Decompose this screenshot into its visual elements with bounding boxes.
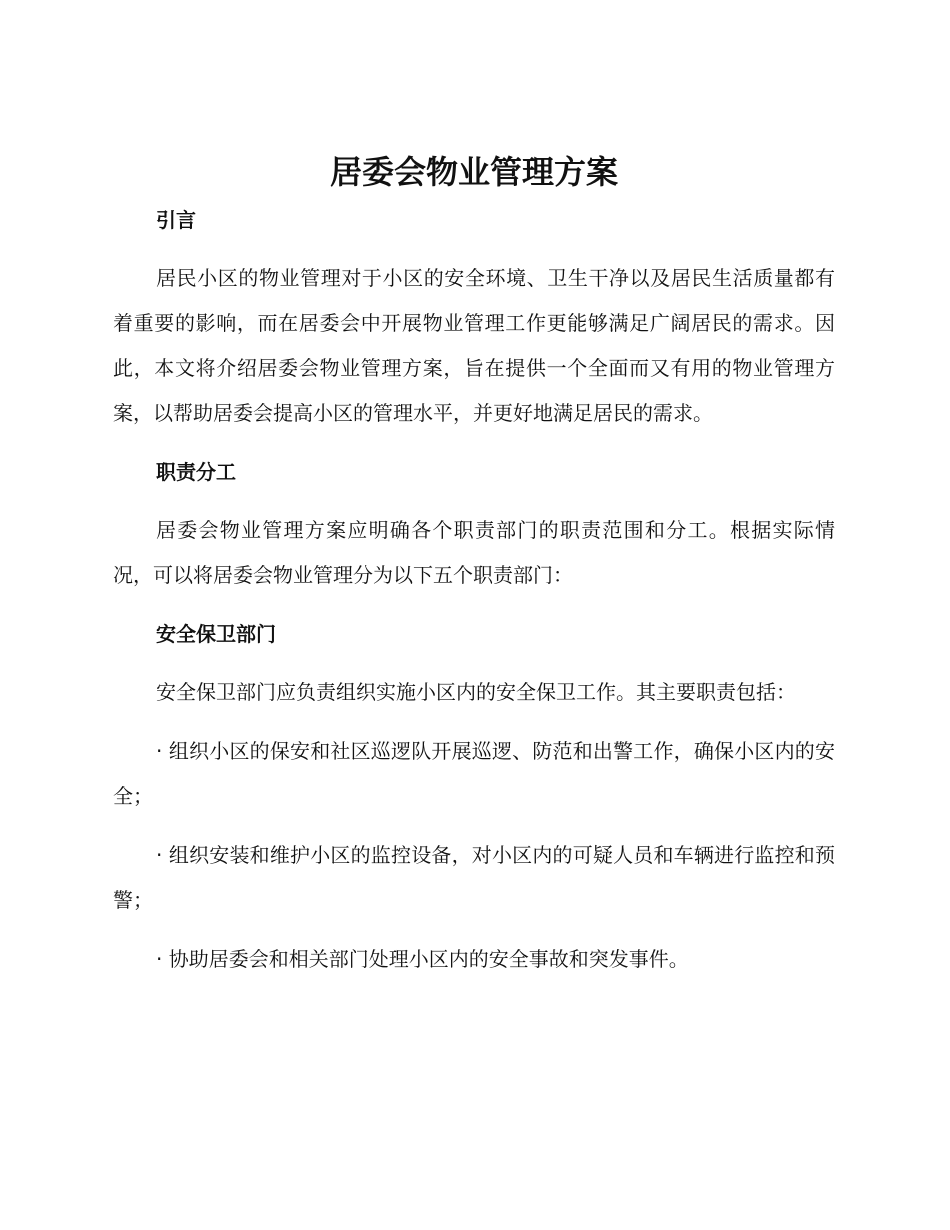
section-introduction <box>113 198 835 436</box>
bullet-item: · 组织安装和维护小区的监控设备，对小区内的可疑人员和车辆进行监控和预警； <box>113 843 835 912</box>
bullet-item: · 组织小区的保安和社区巡逻队开展巡逻、防范和出警工作，确保小区内的安全； <box>113 739 835 808</box>
body-paragraph: 居民小区的物业管理对于小区的安全环境、卫生干净以及居民生活质量都有着重要的影响，而在居委会中开展物业管理工作更能够满足广阔居民的需求。因此，本文将介绍居委会物业管理方案，旨在提供一个全面而又有用的物业管理方案，以帮助居委会提高小区的管理水平，并更好地满足居民的需求。 <box>113 266 835 425</box>
body-paragraph: 安全保卫部门应负责组织实施小区内的安全保卫工作。其主要职责包括： <box>156 680 796 704</box>
document-body <box>113 148 835 996</box>
section-heading: 职责分工 <box>156 460 236 484</box>
section-responsibilities <box>113 450 835 598</box>
section-heading: 引言 <box>156 208 196 232</box>
section-security-department <box>113 612 835 982</box>
bullet-item: · 协助居委会和相关部门处理小区内的安全事故和突发事件。 <box>156 947 689 971</box>
body-paragraph: 居委会物业管理方案应明确各个职责部门的职责范围和分工。根据实际情况，可以将居委会物业管理分为以下五个职责部门： <box>113 518 835 587</box>
document-title: 居委会物业管理方案 <box>329 153 618 191</box>
section-heading: 安全保卫部门 <box>156 622 276 646</box>
